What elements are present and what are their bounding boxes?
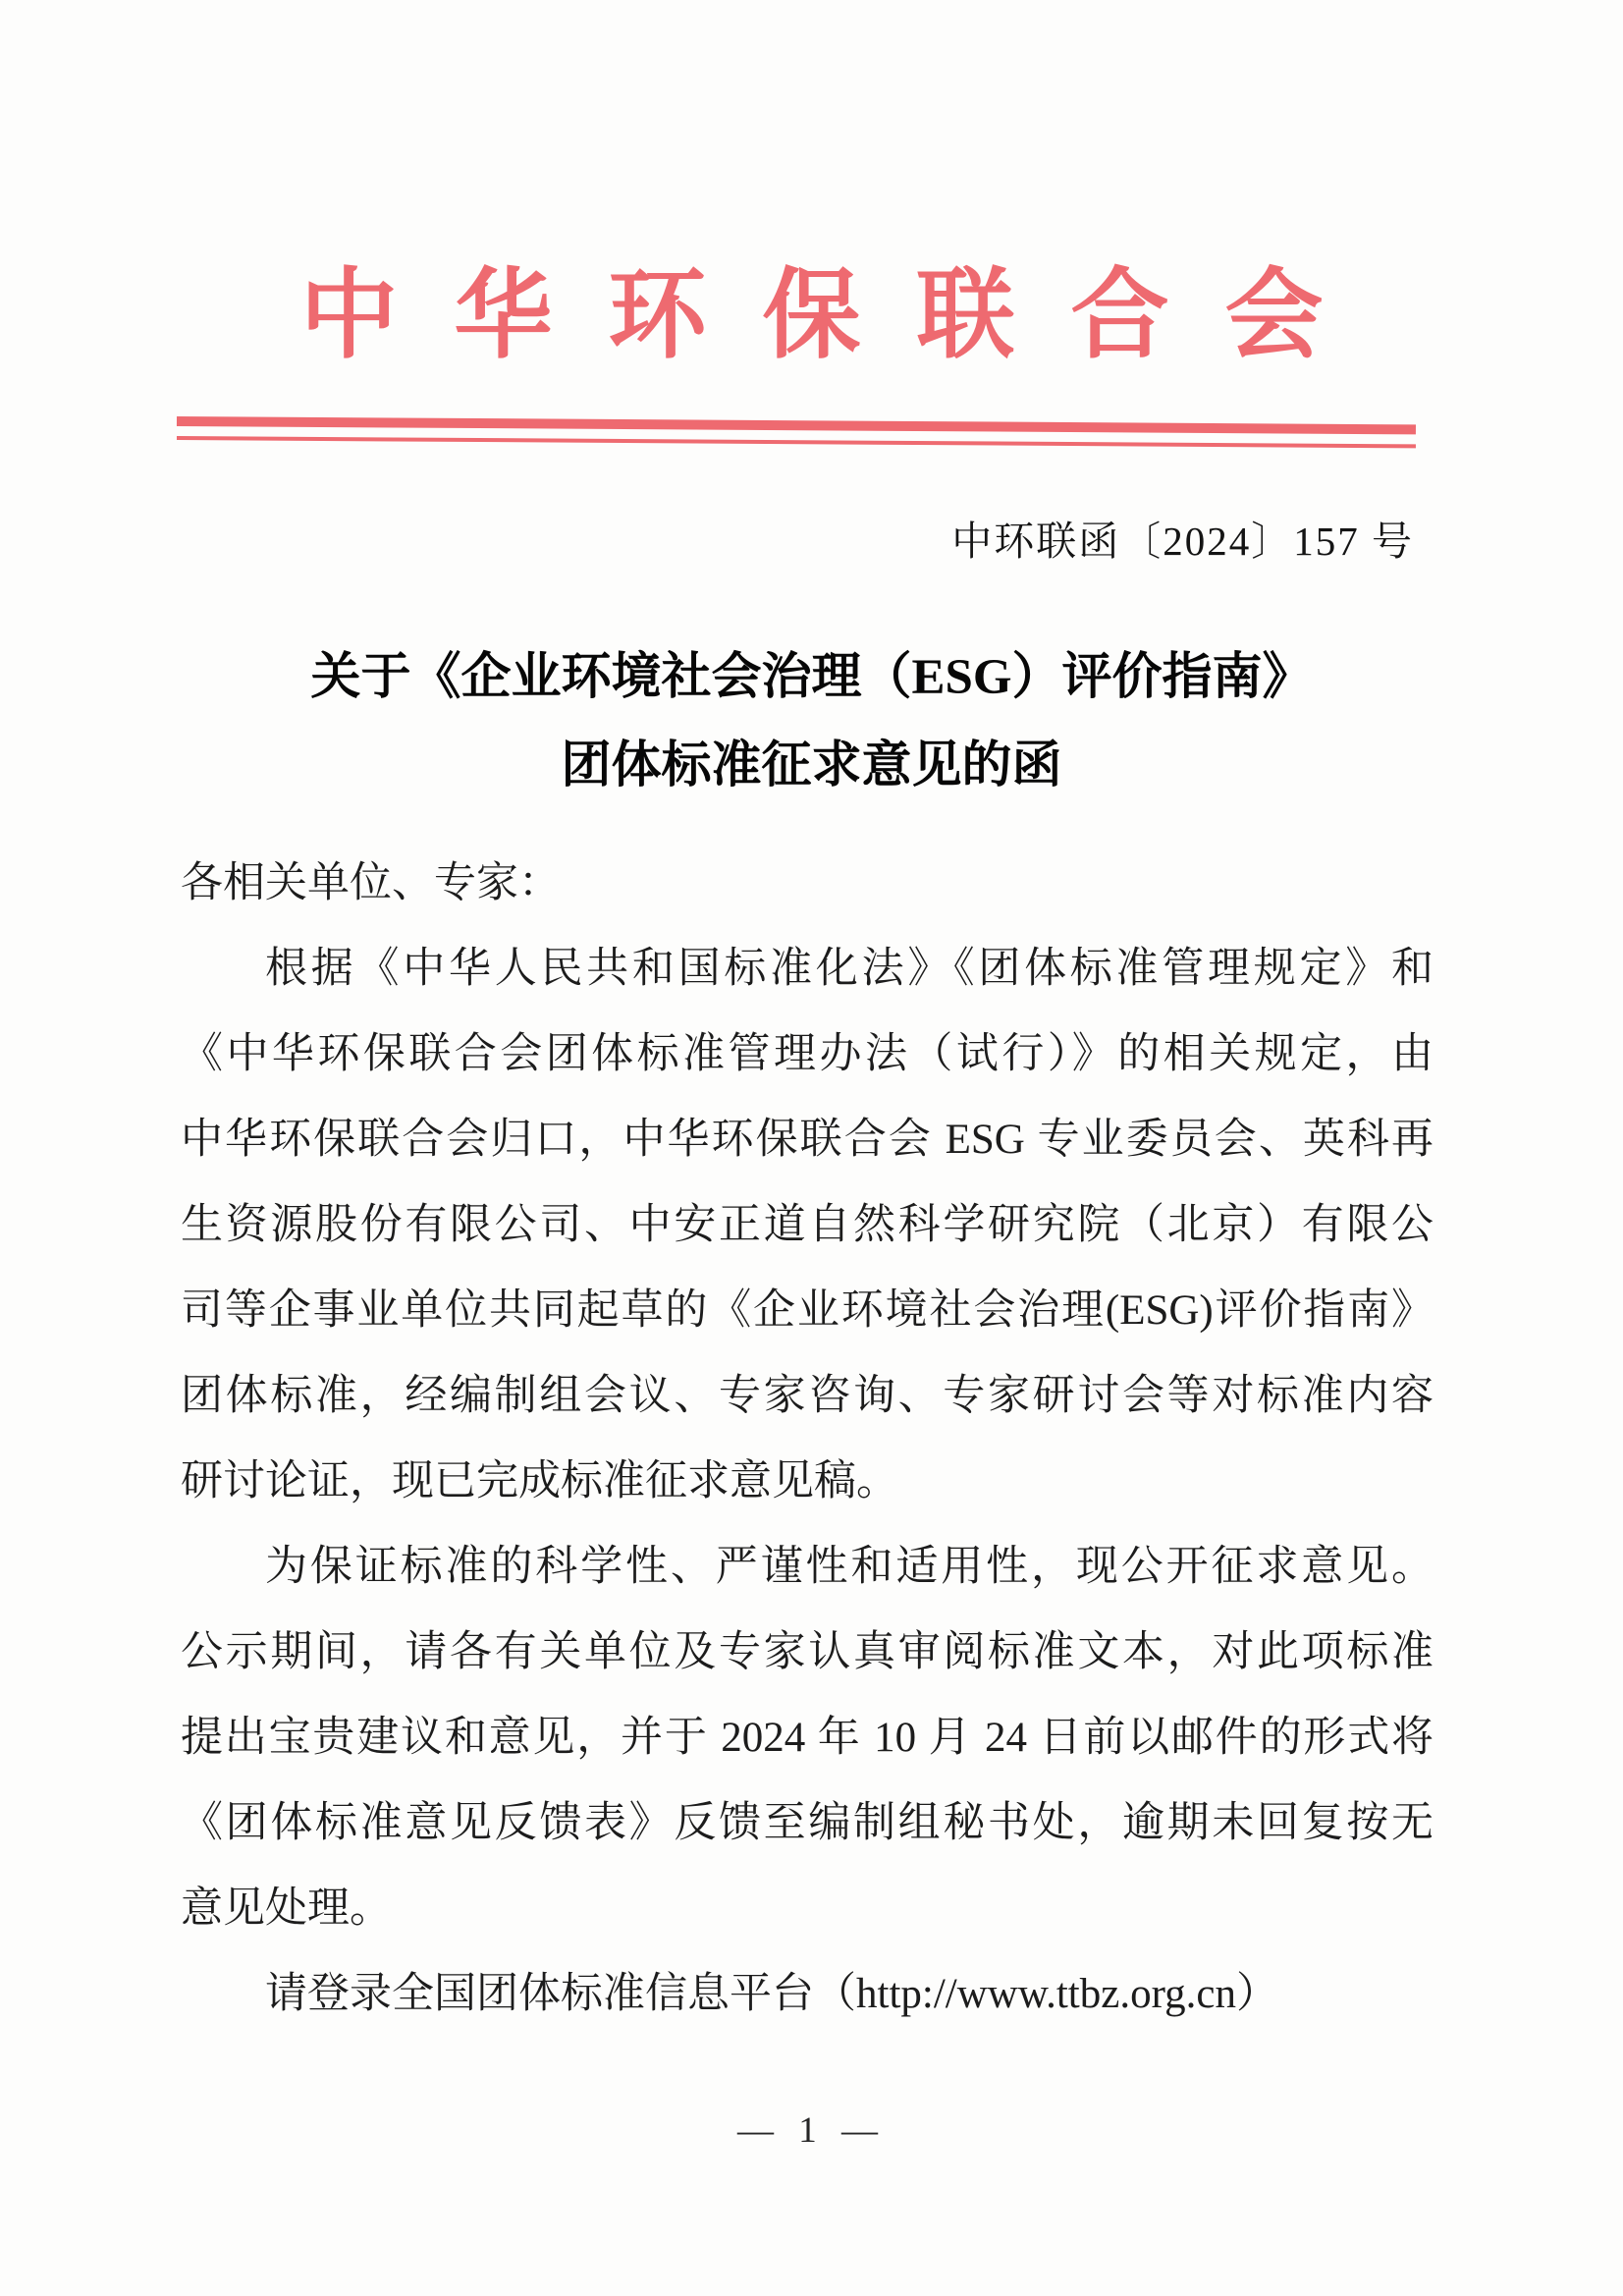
- body-line-9: 公示期间，请各有关单位及专家认真审阅标准文本，对此项标准: [181, 1629, 1434, 1675]
- body-line-8: 为保证标准的科学性、严谨性和适用性，现公开征求意见。: [265, 1544, 1434, 1590]
- document-title: [0, 633, 1623, 810]
- body-line-5: 司等企事业单位共同起草的《企业环境社会治理(ESG)评价指南》: [181, 1287, 1434, 1334]
- document-title-line-2: 团体标准征求意见的函: [561, 738, 1062, 793]
- salutation: 各相关单位、专家：: [181, 860, 561, 906]
- body-line-4: 生资源股份有限公司、中安正道自然科学研究院（北京）有限公: [181, 1202, 1434, 1248]
- body-line-2: 《中华环保联合会团体标准管理办法（试行）》的相关规定，由: [181, 1031, 1434, 1077]
- org-name-header: 中华环保联合会: [299, 261, 1380, 370]
- doc-reference-number: 中环联函〔2024〕157 号: [951, 519, 1414, 564]
- body-line-11: 《团体标准意见反馈表》反馈至编制组秘书处，逾期未回复按无: [181, 1800, 1434, 1846]
- body-line-6: 团体标准，经编制组会议、专家咨询、专家研讨会等对标准内容: [181, 1373, 1434, 1419]
- header-divider-thick-line: [177, 416, 1416, 434]
- body-line-7: 研讨论证，现已完成标准征求意见稿。: [181, 1458, 898, 1504]
- header-divider-thin-line: [177, 436, 1416, 448]
- body-line-12: 意见处理。: [181, 1886, 392, 1932]
- page-number-footer: — 1 —: [737, 2110, 886, 2151]
- body-line-3: 中华环保联合会归口，中华环保联合会 ESG 专业委员会、英科再: [181, 1117, 1434, 1163]
- body-line-1: 根据《中华人民共和国标准化法》《团体标准管理规定》和: [265, 946, 1434, 992]
- document-title-line-1: 关于《企业环境社会治理（ESG）评价指南》: [310, 650, 1313, 705]
- body-line-10: 提出宝贵建议和意见，并于 2024 年 10 月 24 日前以邮件的形式将: [181, 1715, 1434, 1761]
- letter-body: [181, 841, 1434, 2037]
- body-line-13: 请登录全国团体标准信息平台（http://www.ttbz.org.cn）: [265, 1971, 1278, 2017]
